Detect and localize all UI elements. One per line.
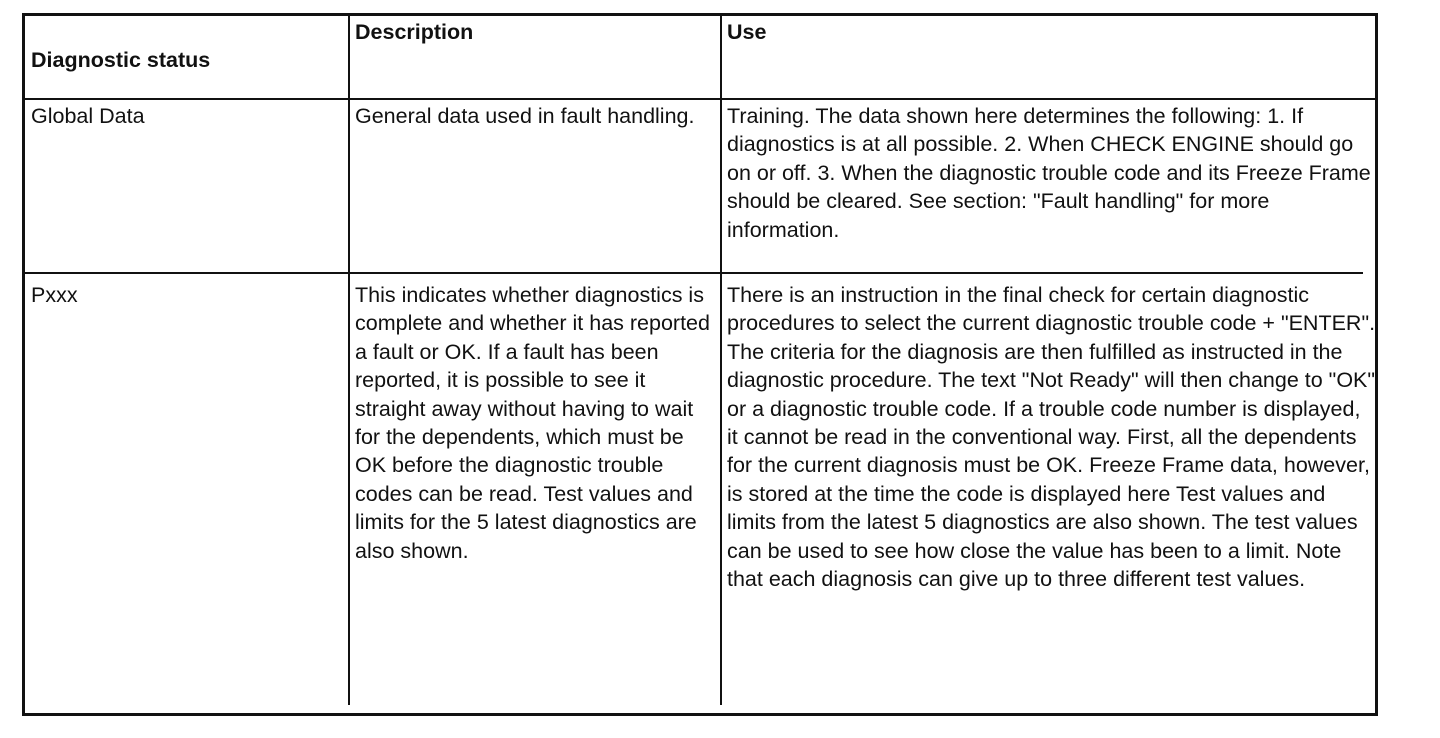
column-divider (720, 16, 722, 705)
row-divider (25, 98, 1375, 100)
row-global-data-status: Global Data (31, 104, 145, 128)
row-pxxx-description: This indicates whether diagnostics is complete and whether it has reported a fault or OK. If a fault has been reported, it is possible to see it straight away without having to wait for the dependents, which must be OK before the diagnostic trouble codes can be read. Test values and limits for the 5 latest diagnostics are also shown. (355, 283, 710, 563)
row-divider (25, 272, 1363, 274)
row-pxxx-status: Pxxx (31, 283, 78, 307)
diagnostic-status-table (22, 13, 1378, 716)
header-diagnostic-status: Diagnostic status (31, 48, 211, 72)
row-global-data-use: Training. The data shown here determines the following: 1. If diagnostics is at all possible. 2. When CHECK ENGINE should go on or off. 3. When the diagnostic trouble code and its Freeze Frame should be cleared. See section: "Fault handling" for more information. (727, 104, 1371, 242)
header-description: Description (355, 20, 474, 44)
header-use: Use (727, 20, 767, 44)
row-pxxx-use: There is an instruction in the final check for certain diagnostic procedures to select the current diagnostic trouble code + "ENTER". The criteria for the diagnosis are then fulfilled as instructed in the diagnostic procedure. The text "Not Ready" will then change to "OK" or a diagnostic trouble code. If a trouble code number is displayed, it cannot be read in the conventional way. First, all the dependents for the current diagnosis must be OK. Freeze Frame data, however, is stored at the time the code is displayed here Test values and limits from the latest 5 diagnostics are also shown. The test values can be used to see how close the value has been to a limit. Note that each diagnosis can give up to three different test values. (727, 283, 1376, 592)
column-divider (348, 16, 350, 705)
row-global-data-description: General data used in fault handling. (355, 104, 695, 128)
